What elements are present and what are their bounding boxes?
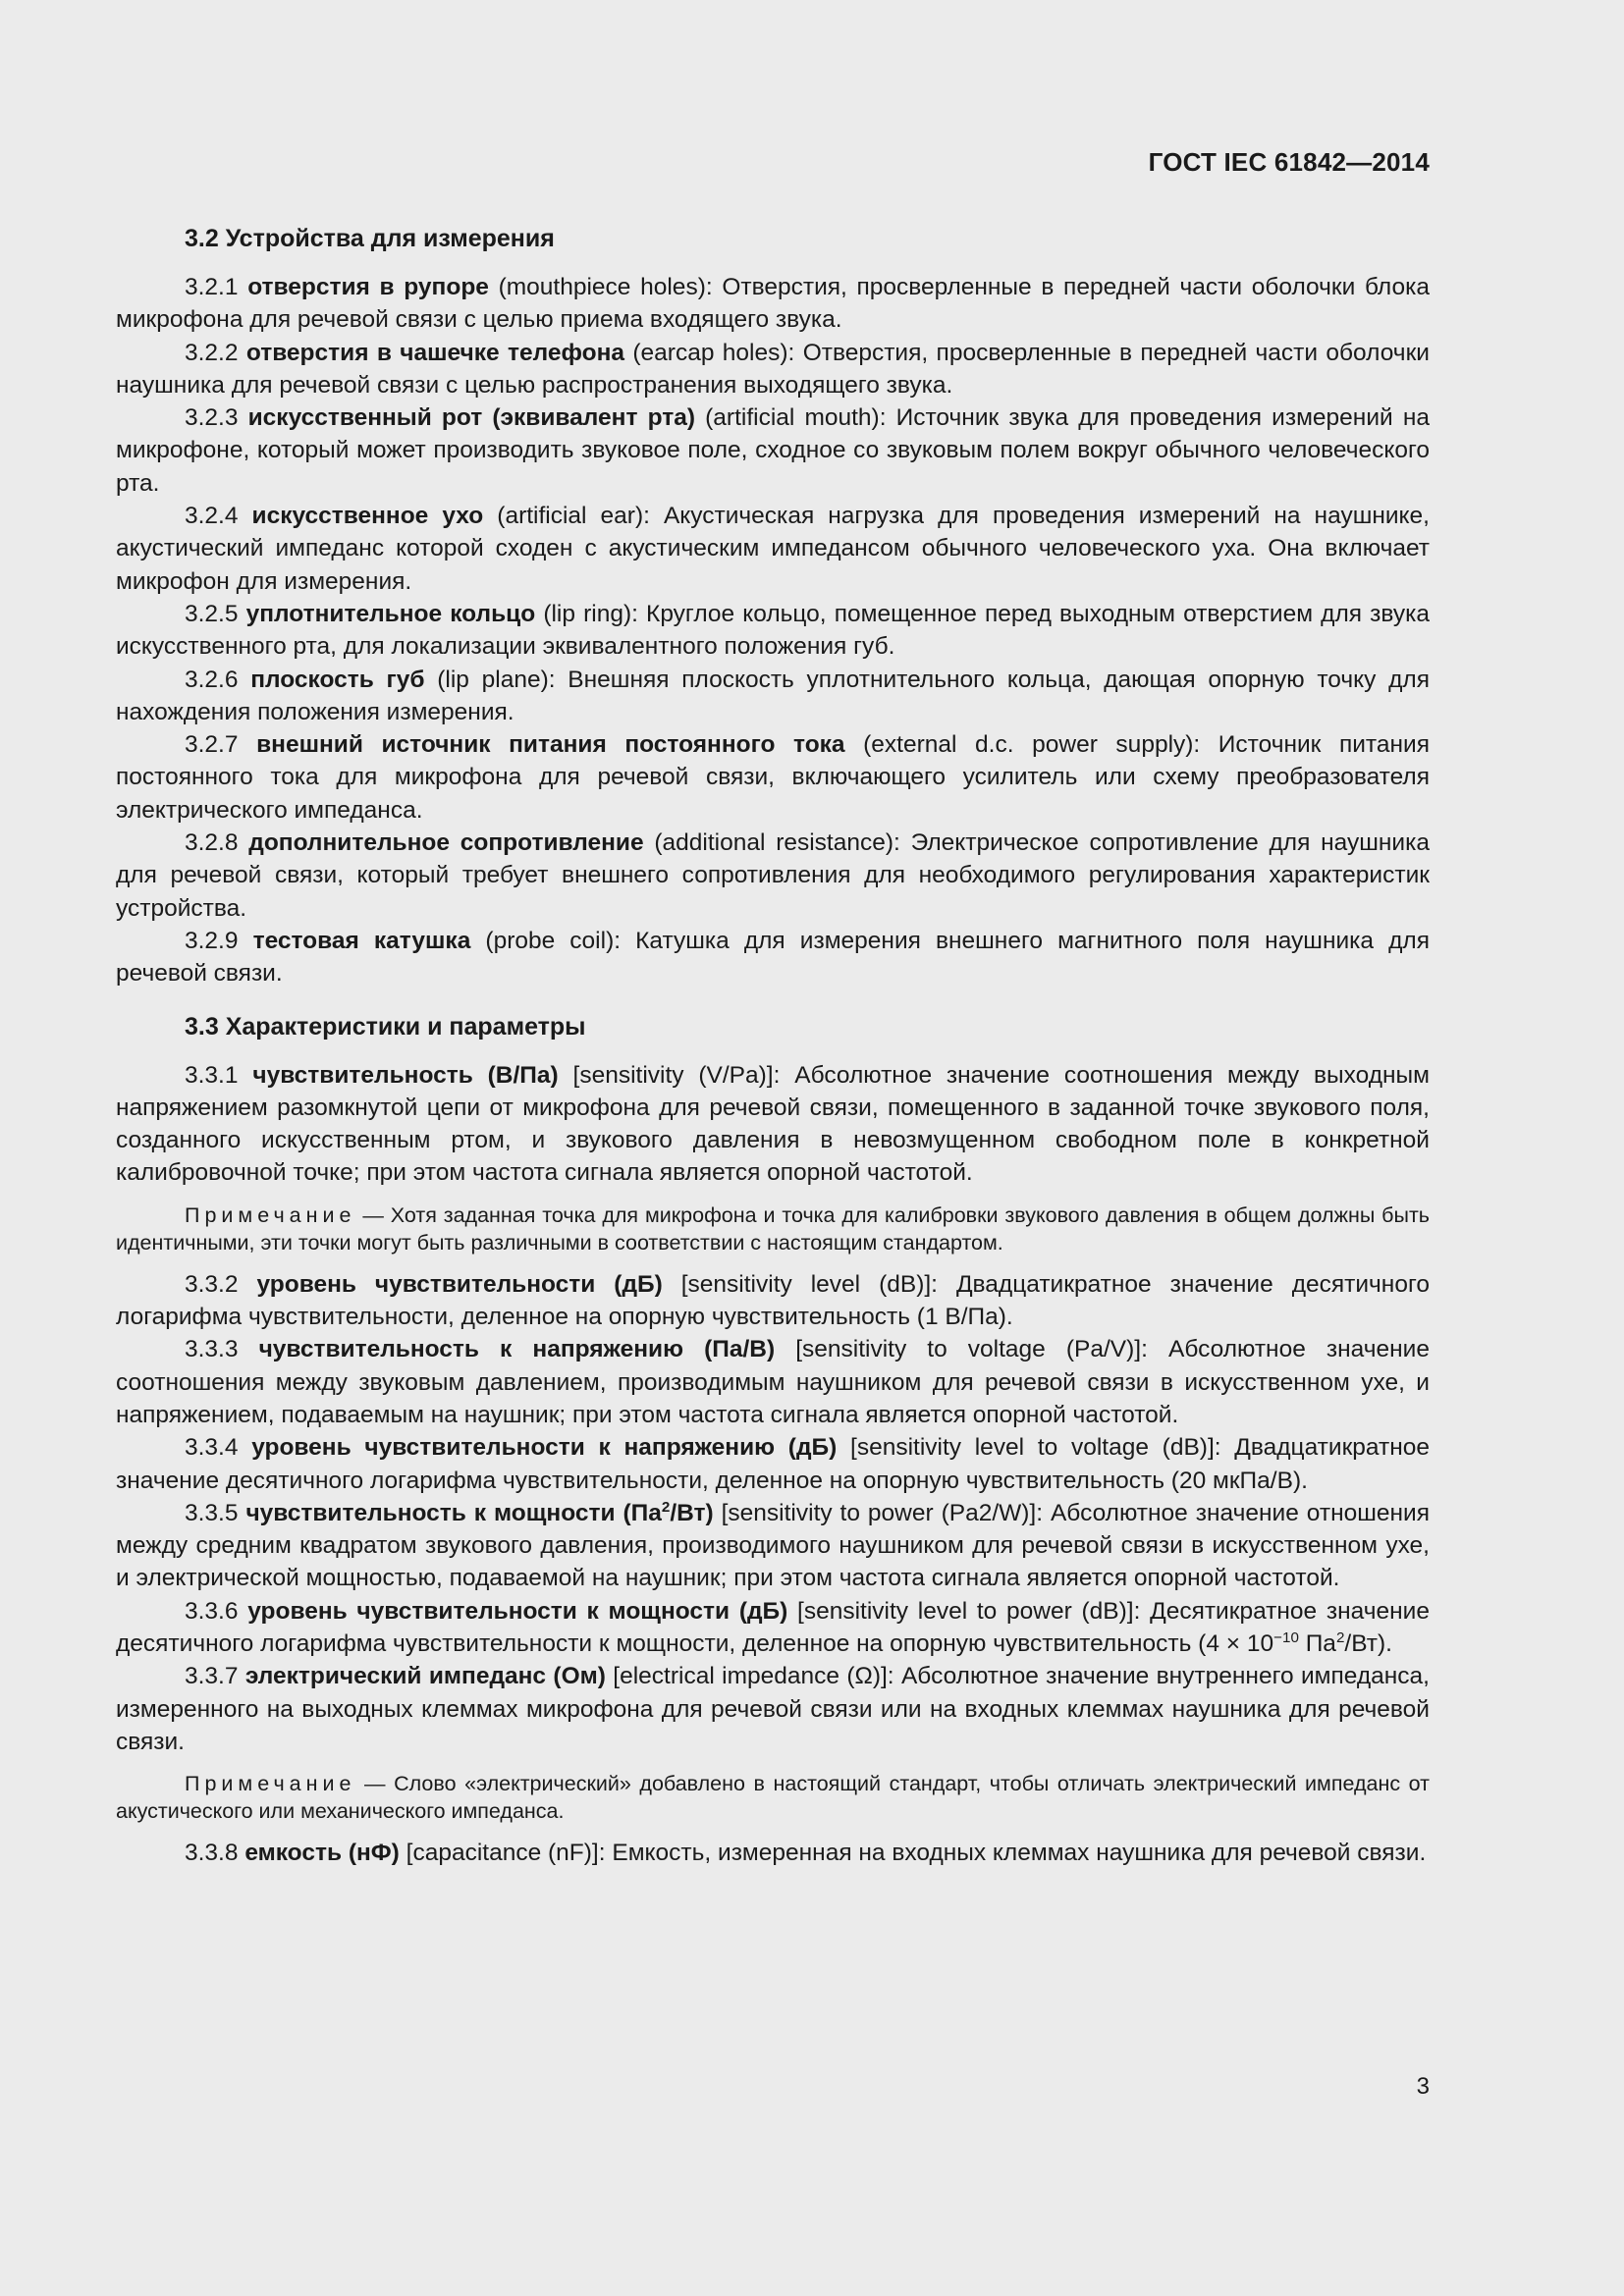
term-definition: [sensitivity level to voltage (dB)]: Двадцатикратное значение десятичного логарифма чувствительности, деленное на опорную чувствительность (20 мкПа/В). <box>116 1434 1430 1494</box>
term-name: плоскость губ <box>250 666 425 693</box>
term-number: 3.2.8 <box>185 829 249 857</box>
term-definition: (mouthpiece holes): Отверстия, просверленные в передней части оболочки блока микрофона для речевой связи с целью приема входящего звука. <box>116 274 1430 334</box>
term-definition-part-a: [sensitivity level to power (dB)]: Десятикратное значение десятичного логарифма чувствительности к мощности, деленное на опорную чувствительность (4 × 10 <box>116 1597 1430 1657</box>
term-name <box>245 1500 713 1526</box>
term-number: 3.2.3 <box>185 404 248 432</box>
term-name: дополнительное сопротивление <box>248 829 644 857</box>
term-definition: (external d.c. power supply): Источник питания постоянного тока для микрофона для речевой связи, включающего усилитель или схему преобразователя электрического импеданса. <box>116 731 1430 824</box>
term-number: 3.3.3 <box>185 1336 259 1363</box>
exponent-1: −10 <box>1273 1629 1299 1646</box>
term-3-2-4 <box>116 500 1430 598</box>
term-3-2-7 <box>116 728 1430 827</box>
section-3-3-title: 3.3 Характеристики и параметры <box>185 1012 586 1041</box>
document-code-header: ГОСТ IEC 61842—2014 <box>1148 147 1430 177</box>
term-number: 3.3.6 <box>185 1597 248 1625</box>
term-3-2-6 <box>116 664 1430 729</box>
term-name: уровень чувствительности (дБ) <box>256 1270 663 1298</box>
term-3-2-8 <box>116 827 1430 925</box>
term-name: внешний источник питания постоянного тока <box>256 731 845 759</box>
term-number: 3.3.5 <box>185 1499 246 1526</box>
term-number: 3.3.1 <box>185 1061 253 1089</box>
document-page <box>116 0 1430 2296</box>
term-definition: (probe coil): Катушка для измерения внешнего магнитного поля наушника для речевой связи. <box>116 927 1430 988</box>
term-name-part-a: чувствительность к мощности (Па <box>245 1499 662 1526</box>
term-3-2-3 <box>116 401 1430 500</box>
term-name: тестовая катушка <box>252 927 471 954</box>
term-definition: (lip ring): Круглое кольцо, помещенное перед выходным отверстием для звука искусственного рта, для локализации эквивалентного положения губ. <box>116 600 1430 661</box>
term-number: 3.3.2 <box>185 1270 257 1298</box>
term-number: 3.2.6 <box>185 666 251 693</box>
term-3-3-4 <box>116 1431 1430 1497</box>
term-number: 3.2.1 <box>185 274 248 300</box>
term-name-part-b: /Вт) <box>670 1499 714 1526</box>
term-3-2-2 <box>116 337 1430 402</box>
document-content <box>116 222 1430 1869</box>
term-definition: (artificial ear): Акустическая нагрузка для проведения измерений на наушнике, акустический импеданс которой сходен с акустическим импедансом обычного человеческого уха. Она включает микрофон для измерения. <box>116 503 1430 595</box>
term-number: 3.2.4 <box>185 503 252 530</box>
term-3-3-1 <box>116 1059 1430 1190</box>
term-definition: [electrical impedance (Ω)]: Абсолютное значение внутреннего импеданса, измеренного на выходных клеммах микрофона для речевой связи или на входных клеммах наушника для речевой связи. <box>116 1663 1430 1755</box>
term-number: 3.3.8 <box>185 1840 245 1867</box>
term-3-3-3 <box>116 1333 1430 1431</box>
term-name: уровень чувствительности к мощности (дБ) <box>247 1597 788 1625</box>
term-name: чувствительность к напряжению (Па/В) <box>258 1336 776 1363</box>
note-2 <box>116 1770 1430 1825</box>
term-number: 3.2.2 <box>185 339 246 366</box>
term-3-2-1 <box>116 271 1430 337</box>
term-number: 3.2.5 <box>185 600 246 627</box>
term-name: электрический импеданс (Ом) <box>244 1663 606 1690</box>
term-definition-part-c: /Вт). <box>1344 1629 1392 1657</box>
term-3-2-9 <box>116 925 1430 990</box>
term-number: 3.2.7 <box>185 731 257 759</box>
term-definition: [sensitivity to voltage (Pa/V)]: Абсолютное значение соотношения между звуковым давлением, производимым наушником для речевой связи в искусственном ухе, и напряжением, подаваемым на наушник; при этом частота сигнала является опорной частотой. <box>116 1336 1430 1428</box>
exponent-2: 2 <box>1335 1629 1345 1646</box>
term-name: емкость (нФ) <box>244 1840 400 1867</box>
note-text: — Хотя заданная точка для микрофона и точка для калибровки звукового давления в общем должны быть идентичными, эти точки могут быть различными в соответствии с настоящим стандартом. <box>116 1202 1430 1255</box>
term-name: уровень чувствительности к напряжению (дБ) <box>251 1434 838 1462</box>
term-3-3-5 <box>116 1497 1430 1595</box>
term-name: искусственное ухо <box>251 503 484 530</box>
term-3-3-2 <box>116 1268 1430 1334</box>
note-label: Примечание <box>185 1772 356 1796</box>
term-number: 3.3.4 <box>185 1434 252 1462</box>
section-3-2-items <box>116 271 1430 990</box>
term-3-2-5 <box>116 598 1430 664</box>
term-definition: (earcap holes): Отверстия, просверленные в передней части оболочки наушника для речевой связи с целью распространения выходящего звука. <box>116 339 1430 399</box>
term-name: уплотнительное кольцо <box>245 600 536 627</box>
note-text: — Слово «электрический» добавлено в настоящий стандарт, чтобы отличать электрический импеданс от акустического или механического импеданса. <box>116 1772 1430 1824</box>
term-name: чувствительность (В/Па) <box>252 1061 559 1089</box>
term-definition: (artificial mouth): Источник звука для проведения измерений на микрофоне, который может производить звуковое поле, сходное со звуковым полем вокруг обычного человеческого рта. <box>116 404 1430 497</box>
term-definition: [sensitivity (V/Pa)]: Абсолютное значение соотношения между выходным напряжением разомкнутой цепи от микрофона для речевой связи, помещенного в заданной точке звукового поля, созданного искусственным ртом, и звукового давления в невозмущенном свободном поле в конкретной калибровочной точке; при этом частота сигнала является опорной частотой. <box>116 1061 1430 1187</box>
term-3-3-8 <box>116 1837 1430 1869</box>
section-3-2-title: 3.2 Устройства для измерения <box>185 225 555 252</box>
term-definition: [sensitivity level (dB)]: Двадцатикратное значение десятичного логарифма чувствительности, деленное на опорную чувствительность (1 В/Па). <box>116 1270 1430 1331</box>
term-definition: [sensitivity to power (Pa2/W)]: Абсолютное значение отношения между средним квадратом звукового давления, производимого наушником для речевой связи в искусственном ухе, и электрической мощностью, подаваемой на наушник; при этом частота сигнала является опорной частотой. <box>116 1499 1430 1592</box>
term-name: искусственный рот (эквивалент рта) <box>247 404 695 432</box>
term-definition: (lip plane): Внешняя плоскость уплотнительного кольца, дающая опорную точку для нахождения положения измерения. <box>116 666 1430 725</box>
note-label: Примечание <box>185 1202 356 1227</box>
term-number: 3.3.7 <box>185 1663 245 1690</box>
term-definition-part-b: Па <box>1298 1629 1336 1657</box>
term-3-3-7 <box>116 1660 1430 1758</box>
term-definition: [capacitance (nF)]: Емкость, измеренная на входных клеммах наушника для речевой связи. <box>399 1840 1427 1867</box>
note-1 <box>116 1201 1430 1256</box>
term-definition: (additional resistance): Электрическое сопротивление для наушника для речевой связи, который требует внешнего сопротивления для необходимого регулирования характеристик устройства. <box>116 829 1430 922</box>
term-name-superscript: 2 <box>661 1498 671 1516</box>
term-name: отверстия в рупоре <box>247 274 489 300</box>
page-number: 3 <box>1416 2073 1430 2100</box>
term-3-3-6 <box>116 1595 1430 1661</box>
term-number: 3.2.9 <box>185 927 253 954</box>
term-name: отверстия в чашечке телефона <box>245 339 625 366</box>
